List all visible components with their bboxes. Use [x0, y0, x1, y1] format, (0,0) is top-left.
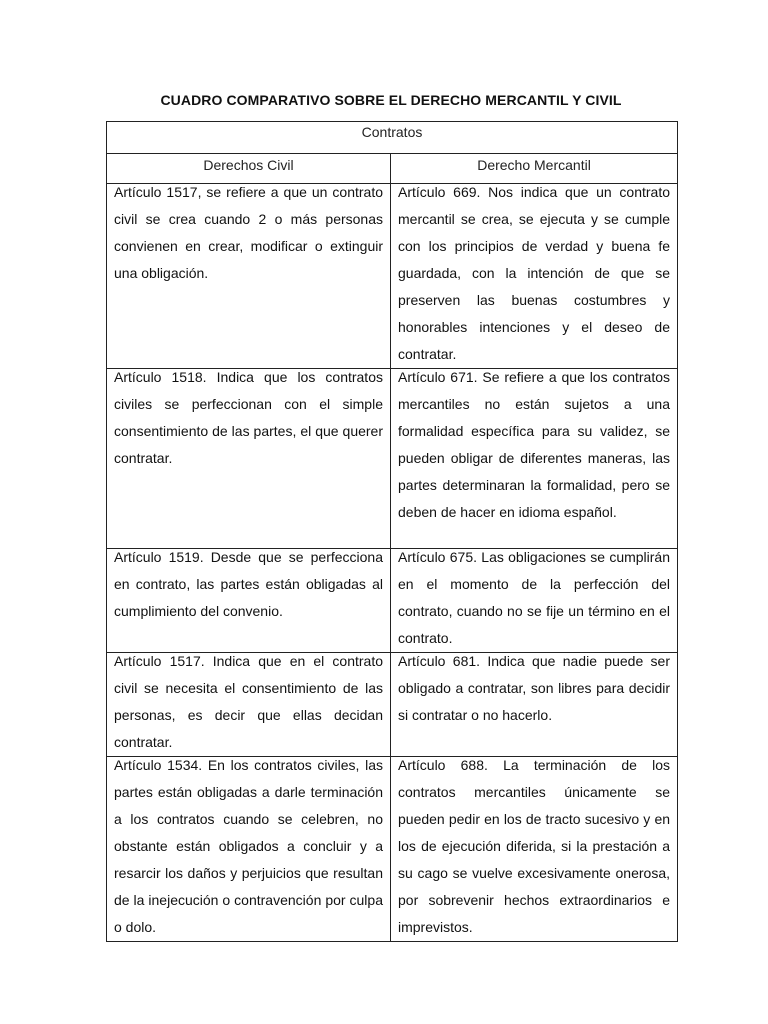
civil-cell: [107, 369, 391, 549]
mercantil-cell: [391, 653, 678, 757]
mercantil-text: Artículo 681. Indica que nadie puede ser obligado a contratar, son libres para decidir si contratar o no hacerlo.: [398, 653, 671, 723]
mercantil-text: Artículo 688. La terminación de los contratos mercantiles únicamente se pueden pedir en los de tracto sucesivo y en los de ejecución diferida, si la prestación a su cago se vuelve excesivamente onerosa, por sobrevenir hechos extraordinarios e imprevistos.: [398, 757, 671, 935]
civil-text: Artículo 1518. Indica que los contratos civiles se perfeccionan con el simple consentimiento de las partes, el que querer contratar.: [114, 369, 383, 466]
mercantil-cell: [391, 549, 678, 653]
civil-cell: [107, 549, 391, 653]
civil-text: Artículo 1534. En los contratos civiles, las partes están obligadas a darle terminación a los contratos cuando se celebren, no obstante están obligados a concluir y a resarcir los daños y perjuicios que resultan de la inejecución o contravención por culpa o dolo.: [114, 757, 383, 935]
mercantil-text: Artículo 669. Nos indica que un contrato mercantil se crea, se ejecuta y se cumple con los principios de verdad y buena fe guardada, con la intención de que se preserven las buenas costumbres y honorables intenciones y el deseo de contratar.: [398, 184, 671, 362]
comparison-table: [106, 121, 678, 942]
civil-text: Artículo 1517, se refiere a que un contrato civil se crea cuando 2 o más personas convienen en crear, modificar o extinguir una obligación.: [114, 184, 383, 281]
table-row: [107, 757, 678, 942]
civil-text: Artículo 1517. Indica que en el contrato civil se necesita el consentimiento de las personas, es decir que ellas decidan contratar.: [114, 653, 383, 750]
mercantil-text: Artículo 675. Las obligaciones se cumplirán en el momento de la perfección del contrato, cuando no se fije un término en el contrato.: [398, 549, 671, 646]
table-row: [107, 184, 678, 369]
mercantil-cell: [391, 757, 678, 942]
document-title: CUADRO COMPARATIVO SOBRE EL DERECHO MERCANTIL Y CIVIL: [160, 92, 622, 108]
mercantil-text: Artículo 671. Se refiere a que los contratos mercantiles no están sujetos a una formalidad específica para su validez, se pueden obligar de diferentes maneras, las partes determinaran la formalidad, pero se deben de hacer en idioma español.: [398, 369, 671, 520]
table-caption: Contratos: [107, 122, 678, 154]
mercantil-cell: [391, 184, 678, 369]
civil-cell: [107, 653, 391, 757]
table-row: [107, 549, 678, 653]
mercantil-cell: [391, 369, 678, 549]
civil-cell: [107, 184, 391, 369]
civil-text: Artículo 1519. Desde que se perfecciona en contrato, las partes están obligadas al cumplimiento del convenio.: [114, 549, 383, 619]
table-row: [107, 653, 678, 757]
column-header-civil: Derechos Civil: [107, 154, 391, 184]
column-header-mercantil: Derecho Mercantil: [391, 154, 678, 184]
civil-cell: [107, 757, 391, 942]
table-row: [107, 369, 678, 549]
